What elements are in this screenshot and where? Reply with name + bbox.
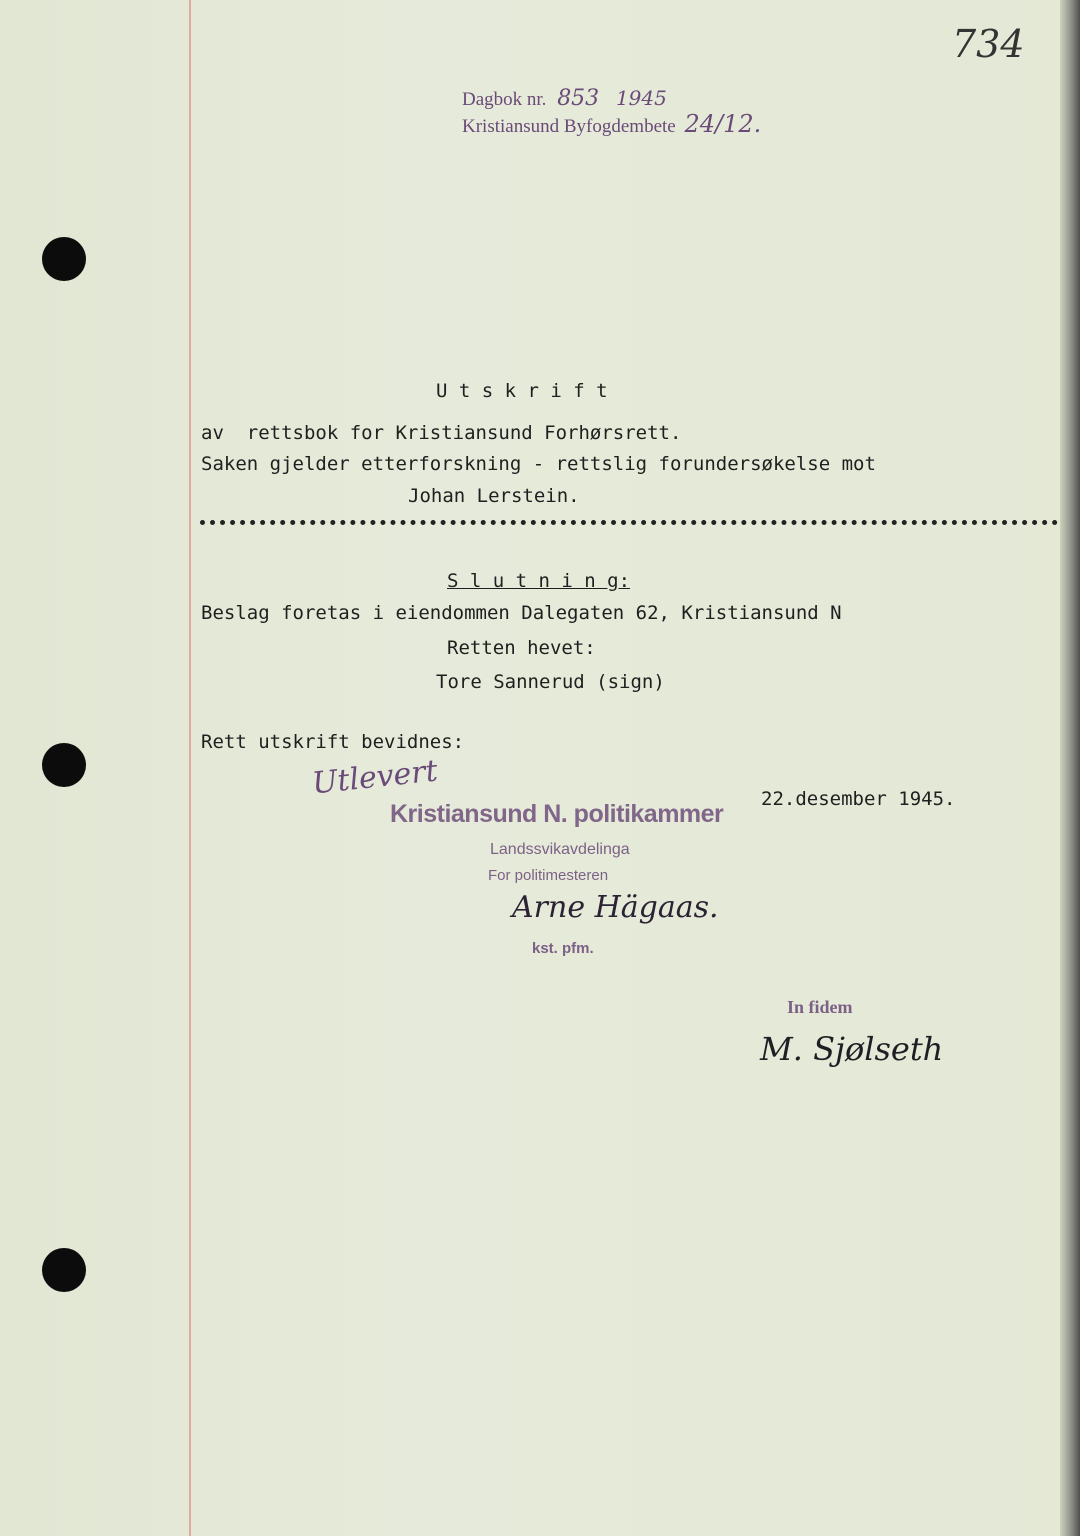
stamp-signature: Arne Hägaas. <box>512 890 719 925</box>
beslag-line: Beslag foretas i eiendommen Dalegaten 62, Kristiansund N <box>201 602 842 624</box>
punch-hole <box>42 743 86 787</box>
body-line: Saken gjelder etterforskning - rettslig forundersøkelse mot <box>201 453 876 475</box>
date-line: 22.desember 1945. <box>761 788 956 810</box>
stamp-for-chief: For politimesteren <box>488 867 609 884</box>
retten-line: Retten hevet: <box>447 637 596 659</box>
punch-hole <box>42 237 86 281</box>
stamp-title: kst. pfm. <box>532 940 594 957</box>
dagbok-label: Dagbok nr. <box>462 89 547 110</box>
dagbok-number: 853 <box>557 86 600 111</box>
final-signature: M. Sjølseth <box>760 1030 944 1068</box>
page-number: 734 <box>952 22 1025 66</box>
page-edge-shadow <box>1060 0 1080 1536</box>
dotted-separator <box>200 520 1058 525</box>
stamp-department: Landssvikavdelinga <box>490 841 630 858</box>
office-name: Kristiansund Byfogdembete <box>462 116 676 137</box>
document-heading: U t s k r i f t <box>436 380 608 402</box>
police-stamp-title: Kristiansund N. politikammer <box>390 800 724 828</box>
punch-hole <box>42 1248 86 1292</box>
certify-line: Rett utskrift bevidnes: <box>201 731 465 753</box>
defendant-name: Johan Lerstein. <box>408 485 580 507</box>
date-handwritten: 24/12. <box>684 110 762 138</box>
slutning-heading: S l u t n i n g: <box>447 570 631 592</box>
margin-handwriting: Utlevert <box>310 753 440 802</box>
dagbok-year: 1945 <box>615 86 667 110</box>
in-fidem-stamp: In fidem <box>787 997 853 1017</box>
office-stamp <box>462 110 761 138</box>
red-margin-line <box>189 0 191 1536</box>
judge-line: Tore Sannerud (sign) <box>436 671 665 693</box>
header-stamp <box>462 86 667 111</box>
body-line: av rettsbok for Kristiansund Forhørsrett. <box>201 422 682 444</box>
